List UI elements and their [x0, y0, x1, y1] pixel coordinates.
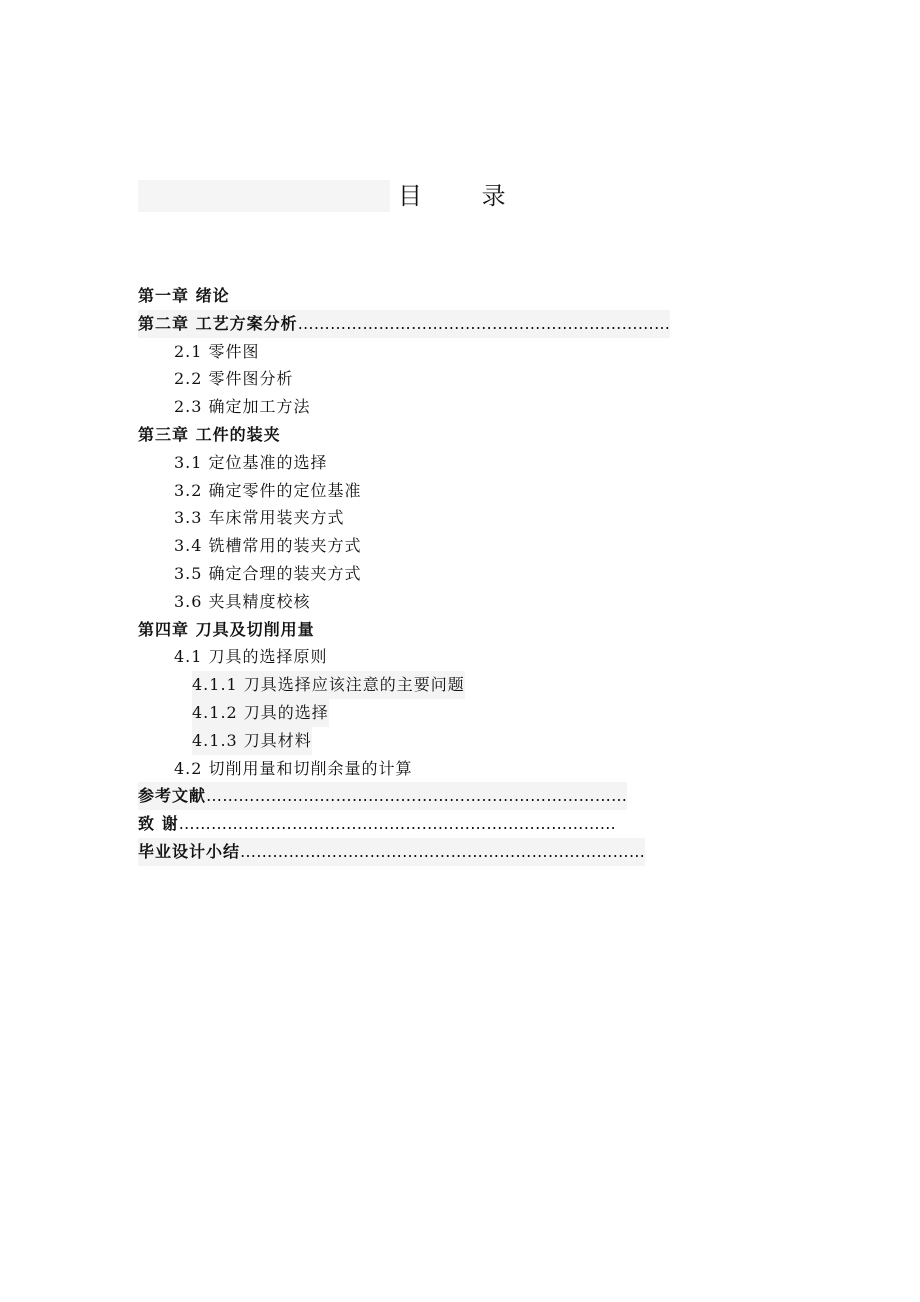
toc-entry-3-4 [138, 532, 738, 560]
toc-entry-text: 4.1.3 刀具材料 [192, 727, 312, 755]
title-shading [138, 180, 390, 212]
toc-entry-text: 4.2 切削用量和切削余量的计算 [174, 758, 413, 778]
toc-entry-acknowledgements [138, 810, 738, 838]
toc-leader-dots: …………………………………………………………… [298, 310, 671, 338]
table-of-contents [138, 282, 738, 866]
toc-entry-summary [138, 838, 738, 866]
toc-entry-3-5 [138, 560, 738, 588]
toc-entry-4-1 [138, 643, 738, 671]
toc-leader-dots: ……………………………………………………………………… [178, 814, 616, 834]
toc-entry-text: 3.4 铣槽常用的装夹方式 [174, 536, 362, 556]
toc-entry-text: 3.1 定位基准的选择 [174, 452, 328, 472]
toc-entry-text: 4.1.2 刀具的选择 [192, 699, 329, 727]
toc-entry-2-3 [138, 393, 738, 421]
toc-entry-text: 2.1 零件图 [174, 341, 260, 361]
toc-entry-chapter-3 [138, 421, 738, 449]
toc-entry-text: 4.1 刀具的选择原则 [174, 647, 328, 667]
toc-entry-text: 3.2 确定零件的定位基准 [174, 480, 362, 500]
toc-entry-text: 参考文献 [138, 782, 206, 810]
toc-entry-text: 毕业设计小结 [138, 838, 240, 866]
toc-entry-references [138, 782, 738, 810]
toc-entry-text: 第二章 工艺方案分析 [138, 310, 298, 338]
toc-entry-text: 第三章 工件的装夹 [138, 424, 281, 444]
toc-entry-chapter-1 [138, 282, 738, 310]
toc-entry-text: 2.3 确定加工方法 [174, 397, 311, 417]
toc-entry-text: 致 谢 [138, 814, 179, 834]
toc-entry-4-2 [138, 755, 738, 783]
toc-entry-chapter-4 [138, 616, 738, 644]
toc-entry-text: 4.1.1 刀具选择应该注意的主要问题 [192, 671, 465, 699]
toc-entry-text: 第一章 绪论 [138, 286, 230, 305]
page-title: 目 录 [398, 182, 532, 210]
toc-entry-text: 2.2 零件图分析 [174, 369, 294, 389]
toc-entry-2-2 [138, 365, 738, 393]
toc-entry-chapter-2 [138, 310, 738, 338]
toc-entry-text: 3.6 夹具精度校核 [174, 591, 311, 611]
toc-entry-3-1 [138, 449, 738, 477]
toc-entry-text: 3.5 确定合理的装夹方式 [174, 563, 362, 583]
toc-leader-dots: ………………………………………………………………… [240, 838, 645, 866]
toc-entry-4-1-2 [138, 699, 738, 727]
toc-entry-2-1 [138, 338, 738, 366]
toc-entry-3-6 [138, 588, 738, 616]
toc-leader-dots: …………………………………………………………………… [206, 782, 627, 810]
toc-entry-4-1-3 [138, 727, 738, 755]
toc-entry-3-3 [138, 504, 738, 532]
toc-entry-3-2 [138, 477, 738, 505]
toc-entry-text: 3.3 车床常用装夹方式 [174, 508, 345, 528]
toc-entry-text: 第四章 刀具及切削用量 [138, 619, 315, 639]
toc-entry-4-1-1 [138, 671, 738, 699]
